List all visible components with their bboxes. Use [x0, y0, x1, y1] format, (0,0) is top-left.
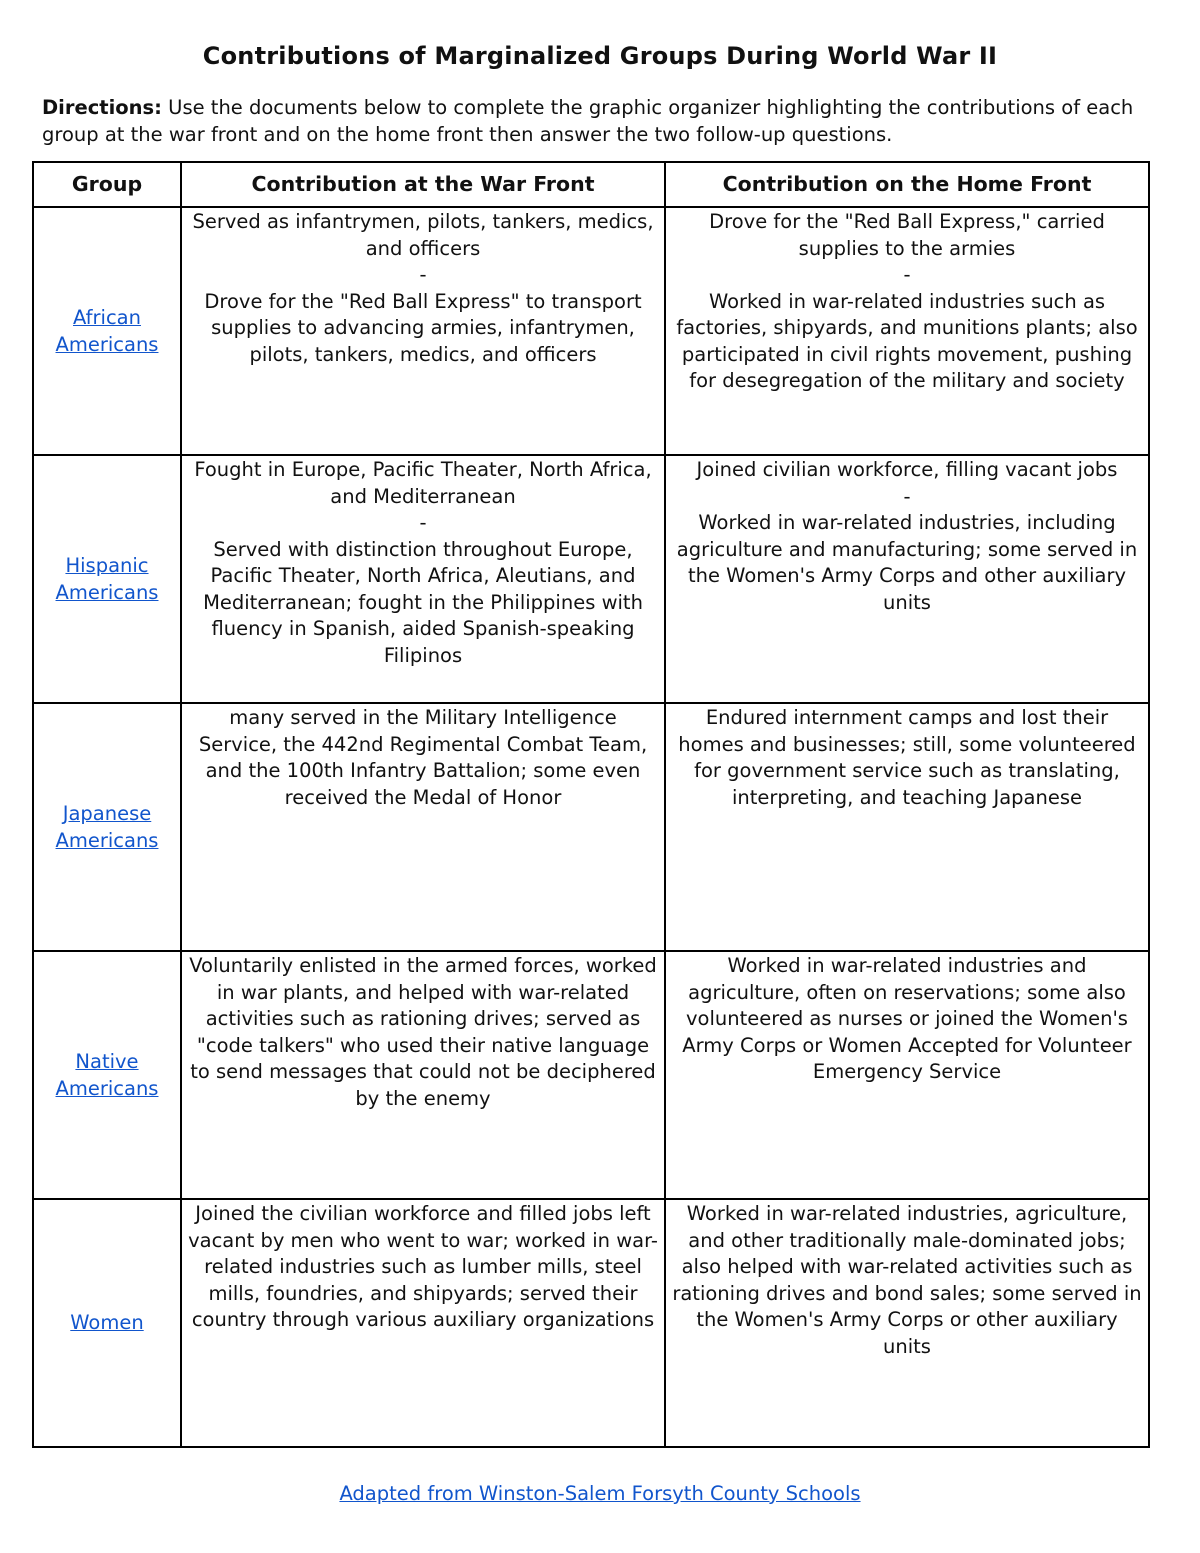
cell-text: Drove for the "Red Ball Express," carried supplies to the armies [709, 210, 1105, 260]
home-front-cell [665, 703, 1149, 951]
home-front-cell [665, 207, 1149, 455]
group-link-african-americans[interactable]: African Americans [55, 306, 159, 356]
cell-text: Endured internment camps and lost their homes and businesses; still, some volunteered for government service such as translating, interpreting, and teaching Japanese [678, 706, 1136, 809]
group-cell [33, 1199, 181, 1447]
war-front-cell [181, 951, 665, 1199]
group-link-native-americans[interactable]: Native Americans [55, 1050, 159, 1100]
cell-text: Served with distinction throughout Europe, Pacific Theater, North Africa, Aleutians, and Mediterranean; fought in the Philippines with fluency in Spanish, aided Spanish-speaking Filipinos [203, 537, 643, 667]
home-front-cell [665, 1199, 1149, 1447]
table-header-row [33, 162, 1149, 207]
cell-text: Worked in war-related industries such as factories, shipyards, and munitions plants; also participated in civil rights movement, pushing for desegregation of the military and society [676, 289, 1138, 392]
cell-separator: - [903, 263, 911, 286]
cell-text: Joined the civilian workforce and filled jobs left vacant by men who went to war; worked in war-related industries such as lumber mills, steel mills, foundries, and shipyards; served their country through various auxiliary organizations [188, 1202, 658, 1331]
group-cell [33, 455, 181, 703]
table-row [33, 951, 1149, 1199]
page-title: Contributions of Marginalized Groups During World War II [202, 42, 998, 70]
cell-text: Worked in war-related industries, including agriculture and manufacturing; some served in the Women's Army Corps and other auxiliary units [676, 511, 1138, 614]
directions-text: Use the documents below to complete the graphic organizer highlighting the contributions of each group at the war front and on the home front then answer the two follow-up questions. [42, 96, 1134, 146]
cell-text: Drove for the "Red Ball Express" to transport supplies to advancing armies, infantrymen, pilots, tankers, medics, and officers [204, 289, 642, 366]
cell-separator: - [419, 511, 427, 534]
cell-text: Worked in war-related industries, agriculture, and other traditionally male-dominated jobs; also helped with war-related activities such as rationing drives and bond sales; some served in the Women's Army Corps or other auxiliary units [672, 1202, 1142, 1358]
war-front-cell [181, 703, 665, 951]
cell-text: Fought in Europe, Pacific Theater, North Africa, and Mediterranean [194, 458, 652, 508]
footer [0, 1482, 1200, 1505]
table-row [33, 455, 1149, 703]
group-cell [33, 951, 181, 1199]
home-front-cell [665, 455, 1149, 703]
group-link-hispanic-americans[interactable]: Hispanic Americans [55, 554, 159, 604]
table-row [33, 1199, 1149, 1447]
cell-text: Worked in war-related industries and agriculture, often on reservations; some also volunteered as nurses or joined the Women's Army Corps or Women Accepted for Volunteer Emergency Service [682, 954, 1132, 1083]
header-home-front: Contribution on the Home Front [665, 162, 1149, 207]
cell-text: Joined civilian workforce, filling vacant jobs [696, 458, 1118, 481]
home-front-cell [665, 951, 1149, 1199]
war-front-cell [181, 207, 665, 455]
group-cell [33, 703, 181, 951]
cell-text: Served as infantrymen, pilots, tankers, medics, and officers [192, 210, 654, 260]
group-cell [33, 207, 181, 455]
table-row [33, 703, 1149, 951]
group-link-japanese-americans[interactable]: Japanese Americans [55, 802, 159, 852]
header-group: Group [33, 162, 181, 207]
cell-text: Voluntarily enlisted in the armed forces, worked in war plants, and helped with war-related activities such as rationing drives; served as "code talkers" who used their native language to send messages that could not be deciphered by the enemy [189, 954, 657, 1110]
directions [42, 94, 1162, 148]
header-war-front: Contribution at the War Front [181, 162, 665, 207]
cell-text: many served in the Military Intelligence Service, the 442nd Regimental Combat Team, and the 100th Infantry Battalion; some even received the Medal of Honor [198, 706, 648, 809]
cell-separator: - [903, 484, 911, 508]
source-link[interactable]: Adapted from Winston-Salem Forsyth County Schools [339, 1482, 861, 1505]
cell-separator: - [419, 263, 427, 286]
war-front-cell [181, 455, 665, 703]
table-row [33, 207, 1149, 455]
group-link-women[interactable]: Women [70, 1311, 144, 1335]
directions-label: Directions: [42, 96, 162, 119]
graphic-organizer-table [32, 161, 1150, 1448]
war-front-cell [181, 1199, 665, 1447]
